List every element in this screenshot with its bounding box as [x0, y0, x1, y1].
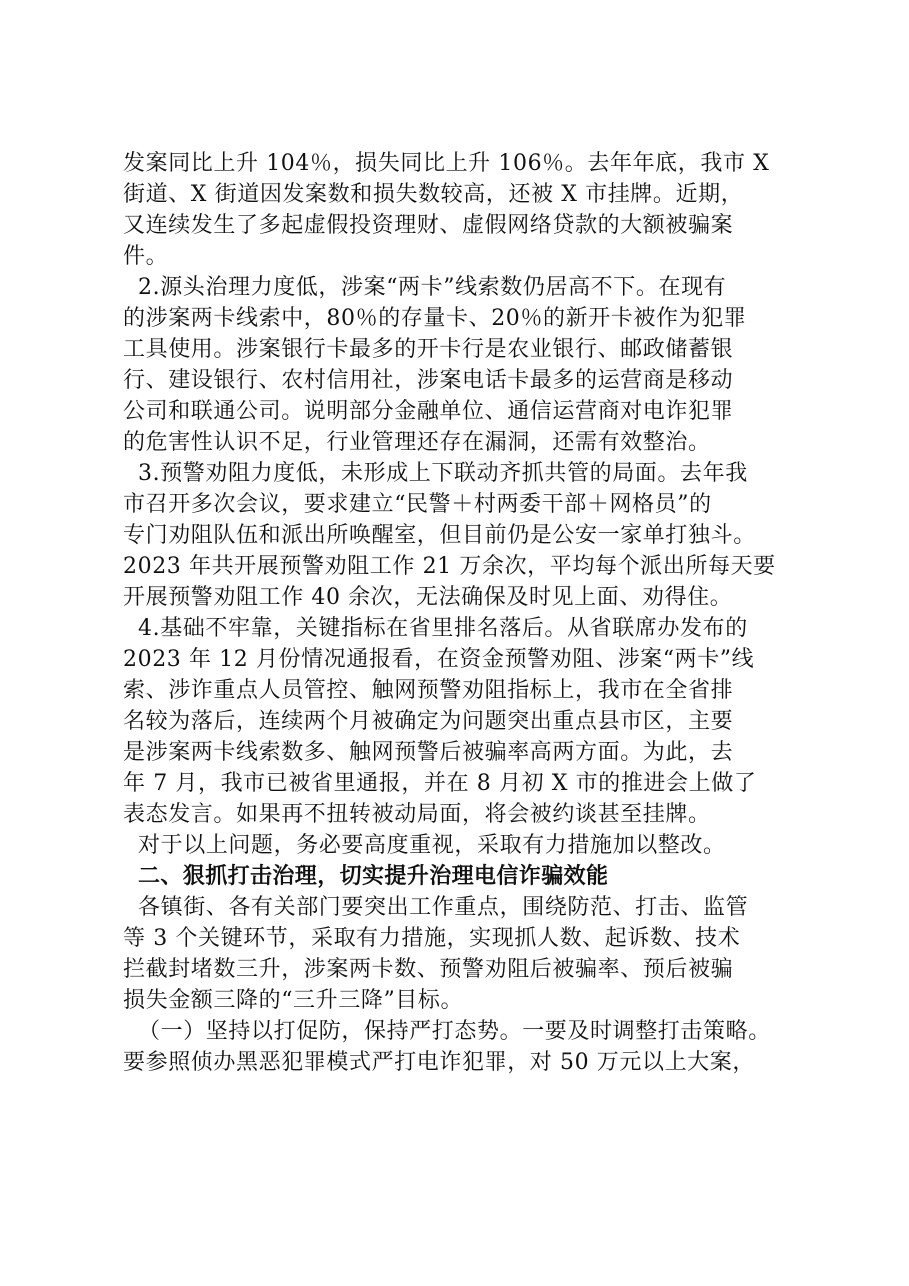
paragraph-line: 街道、X 街道因发案数和损失数较高，还被 X 市挂牌。近期，: [123, 182, 744, 207]
paragraph-line: 各镇街、各有关部门要突出工作重点，围绕防范、打击、监管: [138, 895, 749, 920]
paragraph-line: 2023 年共开展预警劝阻工作 21 万余次，平均每个派出所每天要: [123, 554, 776, 579]
paragraph-line: 索、涉诈重点人员管控、触网预警劝阻指标上，我市在全省排: [123, 678, 734, 703]
paragraph-line: 3.预警劝阻力度低，未形成上下联动齐抓共管的局面。去年我: [138, 461, 748, 486]
paragraph-line: （一）坚持以打促防，保持严打态势。一要及时调整打击策略。: [138, 1019, 771, 1044]
paragraph-line: 市召开多次会议，要求建立“民警＋村两委干部＋网格员”的: [123, 492, 712, 517]
paragraph-line: 件。: [123, 244, 169, 269]
paragraph-line: 又连续发生了多起虚假投资理财、虚假网络贷款的大额被骗案: [123, 213, 734, 238]
paragraph-line: 等 3 个关键环节，采取有力措施，实现抓人数、起诉数、技术: [123, 926, 741, 951]
paragraph-line: 对于以上问题，务必要高度重视，采取有力措施加以整改。: [138, 833, 726, 858]
paragraph-line: 损失金额三降的“三升三降”目标。: [123, 988, 464, 1013]
paragraph-line: 行、建设银行、农村信用社，涉案电话卡最多的运营商是移动: [123, 368, 734, 393]
paragraph-line: 专门劝阻队伍和派出所唤醒室，但目前仍是公安一家单打独斗。: [123, 523, 756, 548]
paragraph-line: 4.基础不牢靠，关键指标在省里排名落后。从省联席办发布的: [138, 616, 748, 641]
paragraph-line: 拦截封堵数三升，涉案两卡数、预警劝阻后被骗率、预后被骗: [123, 957, 734, 982]
paragraph-line: 开展预警劝阻工作 40 余次，无法确保及时见上面、劝得住。: [123, 585, 733, 610]
paragraph-line: 2.源头治理力度低，涉案“两卡”线索数仍居高不下。在现有: [138, 275, 727, 300]
paragraph-line: 要参照侦办黑恶犯罪模式严打电诈犯罪，对 50 万元以上大案，: [123, 1050, 755, 1075]
paragraph-line: 的危害性认识不足，行业管理还存在漏洞，还需有效整治。: [123, 430, 711, 455]
paragraph-line: 年 7 月，我市已被省里通报，并在 8 月初 X 市的推进会上做了: [123, 771, 757, 796]
paragraph-line: 是涉案两卡线索数多、触网预警后被骗率高两方面。为此，去: [123, 740, 734, 765]
paragraph-line: 表态发言。如果再不扭转被动局面，将会被约谈甚至挂牌。: [123, 802, 711, 827]
paragraph-line: 发案同比上升 104％，损失同比上升 106％。去年年底，我市 X: [123, 151, 770, 176]
paragraph-line: 2023 年 12 月份情况通报看，在资金预警劝阻、涉案“两卡”线: [123, 647, 755, 672]
paragraph-line: 名较为落后，连续两个月被确定为问题突出重点县市区，主要: [123, 709, 734, 734]
document-body: [123, 148, 813, 1078]
paragraph-line: 工具使用。涉案银行卡最多的开卡行是农业银行、邮政储蓄银: [123, 337, 734, 362]
paragraph-line: 的涉案两卡线索中，80％的存量卡、20％的新开卡被作为犯罪: [123, 306, 747, 331]
paragraph-line: 公司和联通公司。说明部分金融单位、通信运营商对电诈犯罪: [123, 399, 734, 424]
section-heading: 二、狠抓打击治理，切实提升治理电信诈骗效能: [138, 864, 609, 889]
